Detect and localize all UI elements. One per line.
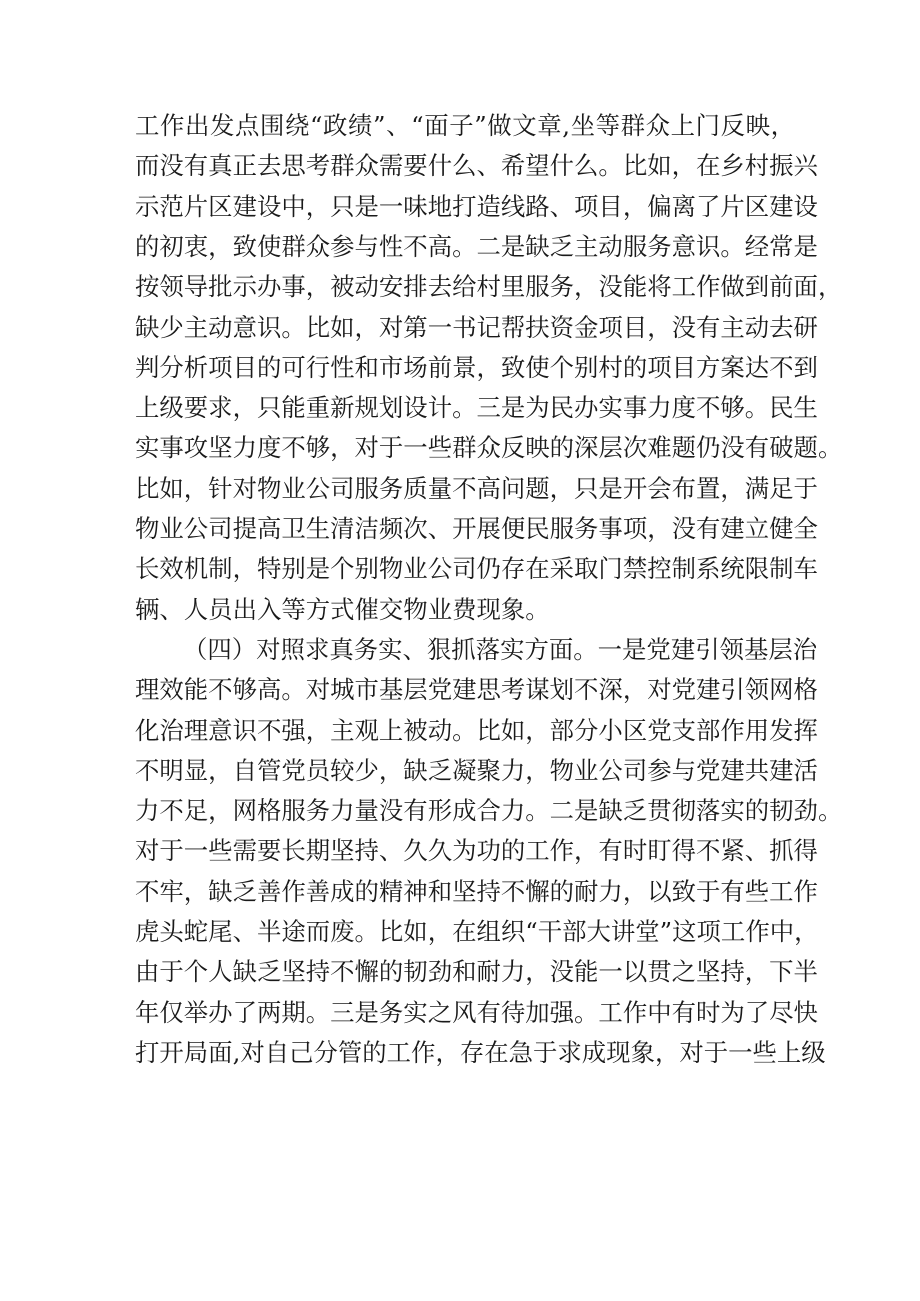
text-line: 化治理意识不强，主观上被动。比如，部分小区党支部作用发挥 [135, 716, 818, 745]
section-heading-line: （四）对照求真务实、狠抓落实方面。一是党建引领基层治 [183, 635, 818, 664]
text-line: 年仅举办了两期。三是务实之风有待加强。工作中有时为了尽快 [135, 998, 818, 1027]
text-line: 打开局面,对自己分管的工作，存在急于求成现象，对于一些上级 [135, 1038, 826, 1067]
text-line: 不牢，缺乏善作善成的精神和坚持不懈的耐力，以致于有些工作 [135, 877, 818, 906]
text-line: 长效机制，特别是个别物业公司仍存在采取门禁控制系统限制车 [135, 554, 818, 583]
text-line: 的初衷，致使群众参与性不高。二是缺乏主动服务意识。经常是 [135, 232, 818, 261]
text-line: 工作出发点围绕“政绩”、“面子”做文章,坐等群众上门反映， [135, 111, 795, 140]
text-line: 理效能不够高。对城市基层党建思考谋划不深，对党建引领网格 [135, 675, 818, 704]
text-line: 而没有真正去思考群众需要什么、希望什么。比如，在乡村振兴 [135, 151, 818, 180]
text-line: 上级要求，只能重新规划设计。三是为民办实事力度不够。民生 [135, 393, 818, 422]
text-line: 由于个人缺乏坚持不懈的韧劲和耐力，没能一以贯之坚持，下半 [135, 957, 818, 986]
text-line: 对于一些需要长期坚持、久久为功的工作，有时盯得不紧、抓得 [135, 836, 818, 865]
text-line: 不明显，自管党员较少，缺乏凝聚力，物业公司参与党建共建活 [135, 756, 818, 785]
text-line: 示范片区建设中，只是一味地打造线路、项目，偏离了片区建设 [135, 192, 818, 221]
text-line: 实事攻坚力度不够，对于一些群众反映的深层次难题仍没有破题。 [135, 433, 843, 462]
text-line: 虎头蛇尾、半途而废。比如，在组织“干部大讲堂”这项工作中， [135, 917, 819, 946]
text-line: 力不足，网格服务力量没有形成合力。二是缺乏贯彻落实的韧劲。 [135, 796, 843, 825]
paragraph-last-line: 辆、人员出入等方式催交物业费现象。 [135, 595, 550, 624]
text-line: 按领导批示办事，被动安排去给村里服务，没能将工作做到前面， [135, 272, 843, 301]
text-line: 比如，针对物业公司服务质量不高问题，只是开会布置，满足于 [135, 474, 818, 503]
text-line: 物业公司提高卫生清洁频次、开展便民服务事项，没有建立健全 [135, 514, 818, 543]
text-line: 缺少主动意识。比如，对第一书记帮扶资金项目，没有主动去研 [135, 313, 818, 342]
text-line: 判分析项目的可行性和市场前景，致使个别村的项目方案达不到 [135, 353, 818, 382]
